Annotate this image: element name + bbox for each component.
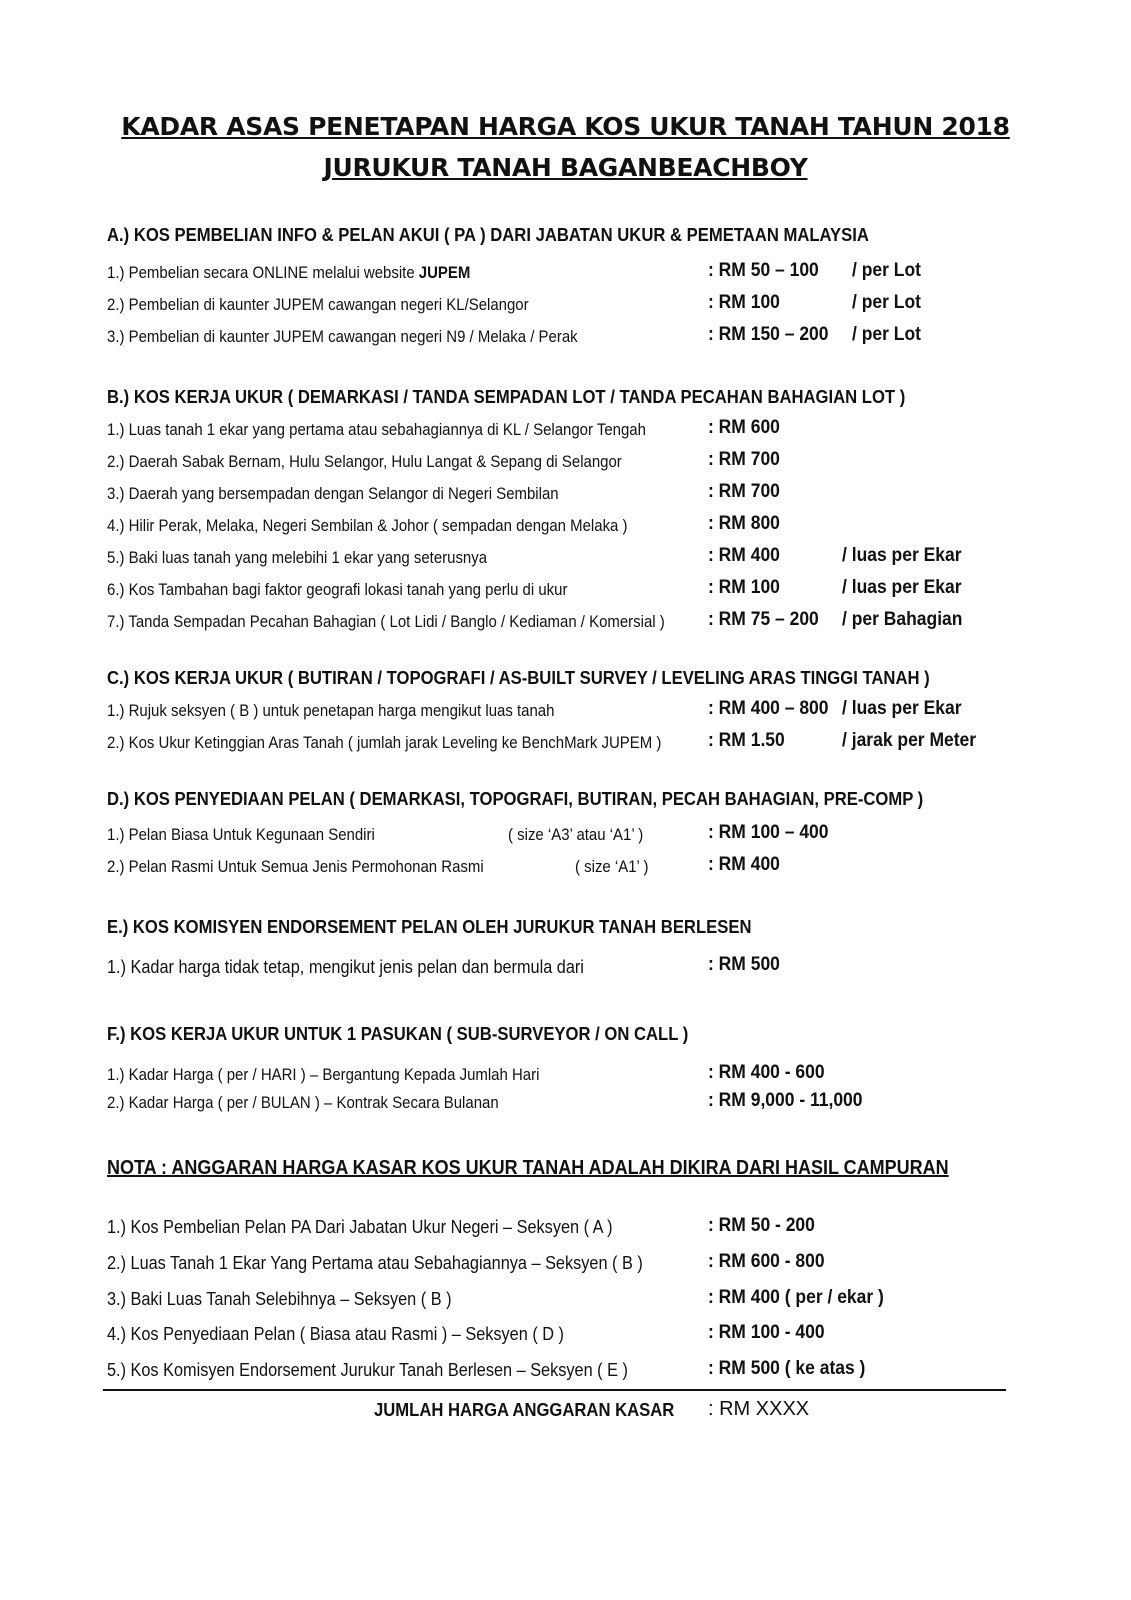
section-b-item-2 xyxy=(0,449,1131,475)
item-label: 2.) Pelan Rasmi Untuk Semua Jenis Permohonan Rasmi xyxy=(107,857,484,876)
item-unit: / jarak per Meter xyxy=(842,730,977,751)
section-b-item-1 xyxy=(0,417,1131,443)
nota-item-2 xyxy=(0,1250,1131,1276)
item-value: : RM 400 xyxy=(708,854,780,875)
item-value: : RM 800 xyxy=(708,513,780,534)
total-label: JUMLAH HARGA ANGGARAN KASAR xyxy=(374,1399,675,1420)
item-label: 1.) Pelan Biasa Untuk Kegunaan Sendiri xyxy=(107,825,375,844)
item-unit: / per Lot xyxy=(852,260,921,281)
item-label: 3.) Pembelian di kaunter JUPEM cawangan negeri N9 / Melaka / Perak xyxy=(107,327,578,346)
item-value: : RM 400 – 800 xyxy=(708,698,829,719)
item-label: 5.) Kos Komisyen Endorsement Jurukur Tanah Berlesen – Seksyen ( E ) xyxy=(107,1359,628,1380)
nota-item-3 xyxy=(0,1286,1131,1312)
section-a-item-2 xyxy=(0,292,1131,318)
item-value: : RM 400 xyxy=(708,545,780,566)
section-f-item-1 xyxy=(0,1062,1131,1088)
section-a-item-1 xyxy=(0,260,1131,286)
section-d-item-1 xyxy=(0,822,1131,848)
item-size: ( size ‘A3’ atau ‘A1’ ) xyxy=(508,825,644,844)
item-unit: / luas per Ekar xyxy=(842,698,962,719)
item-label: 1.) Kadar Harga ( per / HARI ) – Bergantung Kepada Jumlah Hari xyxy=(107,1065,540,1084)
item-label: 2.) Kadar Harga ( per / BULAN ) – Kontrak Secara Bulanan xyxy=(107,1093,499,1112)
item-value: : RM 500 xyxy=(708,954,780,975)
section-d-item-2 xyxy=(0,854,1131,880)
section-b-item-3 xyxy=(0,481,1131,507)
section-b-item-7 xyxy=(0,609,1131,635)
item-value: : RM 400 - 600 xyxy=(708,1062,825,1083)
section-d-heading: D.) KOS PENYEDIAAN PELAN ( DEMARKASI, TOPOGRAFI, BUTIRAN, PECAH BAHAGIAN, PRE-COMP ) xyxy=(107,788,924,809)
item-value: : RM 600 - 800 xyxy=(708,1251,825,1272)
section-f-item-2 xyxy=(0,1090,1131,1116)
document-subtitle: JURUKUR TANAH BAGANBEACHBOY xyxy=(323,153,808,182)
section-b-heading: B.) KOS KERJA UKUR ( DEMARKASI / TANDA SEMPADAN LOT / TANDA PECAHAN BAHAGIAN LOT ) xyxy=(107,386,906,407)
nota-item-1 xyxy=(0,1214,1131,1240)
section-c-heading: C.) KOS KERJA UKUR ( BUTIRAN / TOPOGRAFI / AS-BUILT SURVEY / LEVELING ARAS TINGGI TANAH ) xyxy=(107,667,930,688)
nota-heading: NOTA : ANGGARAN HARGA KASAR KOS UKUR TANAH ADALAH DIKIRA DARI HASIL CAMPURAN xyxy=(107,1157,949,1179)
item-label: 6.) Kos Tambahan bagi faktor geografi lokasi tanah yang perlu di ukur xyxy=(107,580,568,599)
item-value: : RM 75 – 200 xyxy=(708,609,819,630)
item-label: 2.) Kos Ukur Ketinggian Aras Tanah ( jumlah jarak Leveling ke BenchMark JUPEM ) xyxy=(107,733,662,752)
section-f-heading: F.) KOS KERJA UKUR UNTUK 1 PASUKAN ( SUB-SURVEYOR / ON CALL ) xyxy=(107,1023,689,1044)
item-value: : RM 500 ( ke atas ) xyxy=(708,1358,866,1379)
item-value: : RM 600 xyxy=(708,417,780,438)
item-unit: / per Lot xyxy=(852,324,921,345)
item-label: 2.) Luas Tanah 1 Ekar Yang Pertama atau Sebahagiannya – Seksyen ( B ) xyxy=(107,1252,643,1273)
item-value: : RM 150 – 200 xyxy=(708,324,829,345)
item-label: 5.) Baki luas tanah yang melebihi 1 ekar yang seterusnya xyxy=(107,548,488,567)
item-label: 7.) Tanda Sempadan Pecahan Bahagian ( Lot Lidi / Banglo / Kediaman / Komersial ) xyxy=(107,612,665,631)
section-a-item-3 xyxy=(0,324,1131,350)
item-value: : RM 50 – 100 xyxy=(708,260,819,281)
item-label: 3.) Baki Luas Tanah Selebihnya – Seksyen ( B ) xyxy=(107,1288,452,1309)
item-unit: / per Lot xyxy=(852,292,921,313)
item-label: 4.) Hilir Perak, Melaka, Negeri Sembilan & Johor ( sempadan dengan Melaka ) xyxy=(107,516,628,535)
item-label: 1.) Kadar harga tidak tetap, mengikut jenis pelan dan bermula dari xyxy=(107,956,584,977)
section-a-heading: A.) KOS PEMBELIAN INFO & PELAN AKUI ( PA ) DARI JABATAN UKUR & PEMETAAN MALAYSIA xyxy=(107,224,869,245)
section-b-item-6 xyxy=(0,577,1131,603)
item-label: 1.) Pembelian secara ONLINE melalui website JUPEM xyxy=(107,263,471,282)
item-value: : RM 1.50 xyxy=(708,730,785,751)
nota-item-5 xyxy=(0,1357,1131,1383)
section-b-item-5 xyxy=(0,545,1131,571)
item-label: 1.) Rujuk seksyen ( B ) untuk penetapan harga mengikut luas tanah xyxy=(107,701,555,720)
item-value: : RM 9,000 - 11,000 xyxy=(708,1090,863,1111)
total-divider xyxy=(103,1389,1006,1391)
item-value: : RM 400 ( per / ekar ) xyxy=(708,1287,884,1308)
section-c-item-2 xyxy=(0,730,1131,756)
item-unit: / per Bahagian xyxy=(842,609,963,630)
item-label: 3.) Daerah yang bersempadan dengan Selangor di Negeri Sembilan xyxy=(107,484,559,503)
nota-item-4 xyxy=(0,1321,1131,1347)
total-value: : RM XXXX xyxy=(708,1398,810,1420)
item-value: : RM 100 – 400 xyxy=(708,822,829,843)
item-value: : RM 700 xyxy=(708,481,780,502)
item-label: 4.) Kos Penyediaan Pelan ( Biasa atau Rasmi ) – Seksyen ( D ) xyxy=(107,1323,564,1344)
section-e-item-1 xyxy=(0,954,1131,980)
section-c-item-1 xyxy=(0,698,1131,724)
item-size: ( size ‘A1’ ) xyxy=(575,857,649,876)
section-b-item-4 xyxy=(0,513,1131,539)
item-value: : RM 100 xyxy=(708,292,780,313)
section-e-heading: E.) KOS KOMISYEN ENDORSEMENT PELAN OLEH JURUKUR TANAH BERLESEN xyxy=(107,916,752,937)
document-title: KADAR ASAS PENETAPAN HARGA KOS UKUR TANAH TAHUN 2018 xyxy=(121,112,1010,141)
item-value: : RM 700 xyxy=(708,449,780,470)
item-unit: / luas per Ekar xyxy=(842,577,962,598)
item-label: 2.) Pembelian di kaunter JUPEM cawangan negeri KL/Selangor xyxy=(107,295,529,314)
item-label: 1.) Luas tanah 1 ekar yang pertama atau sebahagiannya di KL / Selangor Tengah xyxy=(107,420,646,439)
item-value: : RM 100 - 400 xyxy=(708,1322,825,1343)
item-value: : RM 100 xyxy=(708,577,780,598)
item-label: 2.) Daerah Sabak Bernam, Hulu Selangor, Hulu Langat & Sepang di Selangor xyxy=(107,452,622,471)
item-label: 1.) Kos Pembelian Pelan PA Dari Jabatan Ukur Negeri – Seksyen ( A ) xyxy=(107,1216,613,1237)
item-unit: / luas per Ekar xyxy=(842,545,962,566)
item-value: : RM 50 - 200 xyxy=(708,1215,815,1236)
